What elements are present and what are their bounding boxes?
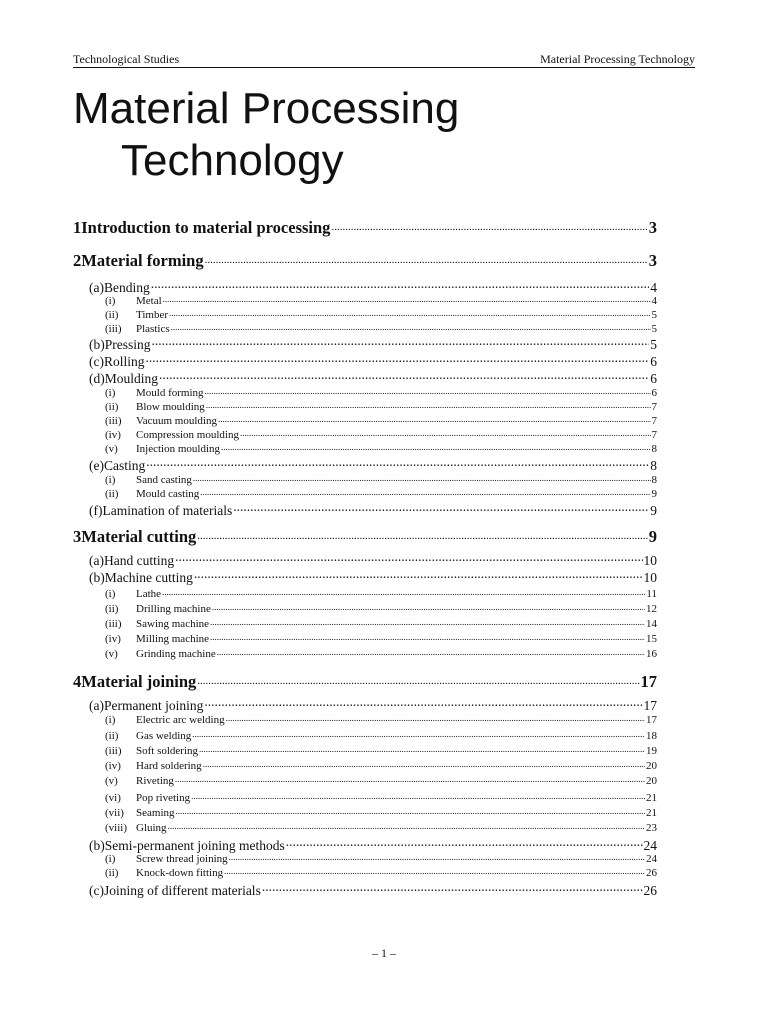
toc-entry-number: (i) bbox=[105, 714, 116, 726]
toc-entry-page: 4 bbox=[650, 279, 657, 295]
toc-entry-page: 7 bbox=[651, 415, 657, 427]
toc-entry[interactable] bbox=[105, 413, 657, 427]
toc-entry[interactable] bbox=[89, 696, 657, 714]
toc-entry-title: Metal bbox=[136, 295, 162, 307]
toc-entry-number: 3 bbox=[73, 526, 82, 546]
toc-entry[interactable] bbox=[73, 216, 657, 238]
toc-entry-title: Material joining bbox=[81, 671, 197, 691]
toc-entry-label bbox=[105, 323, 170, 335]
toc-entry-page: 17 bbox=[643, 697, 657, 713]
toc-entry-label bbox=[105, 387, 204, 399]
toc-entry-title: Rolling bbox=[103, 353, 145, 369]
toc-entry[interactable] bbox=[105, 293, 657, 307]
toc-entry-title: Mould casting bbox=[136, 488, 200, 500]
toc-entry-page: 12 bbox=[646, 603, 657, 615]
toc-entry[interactable] bbox=[105, 728, 657, 742]
toc-entry-label bbox=[105, 760, 202, 772]
dot-leader bbox=[192, 728, 645, 739]
toc-entry-number: (v) bbox=[105, 775, 118, 787]
toc-entry[interactable] bbox=[105, 427, 657, 441]
dot-leader bbox=[163, 293, 651, 304]
toc-entry-number: (e) bbox=[89, 457, 104, 473]
dot-leader bbox=[191, 790, 645, 801]
toc-entry-title: Lamination of materials bbox=[102, 502, 233, 518]
dot-leader bbox=[206, 399, 651, 410]
toc-entry-title: Compression moulding bbox=[136, 429, 239, 441]
dot-leader bbox=[197, 525, 647, 542]
dot-leader bbox=[221, 441, 650, 452]
toc-entry-label bbox=[105, 474, 192, 486]
toc-entry-number: (b) bbox=[89, 837, 105, 853]
toc-entry-label bbox=[105, 488, 199, 500]
toc-entry-label bbox=[105, 714, 225, 726]
toc-entry-page: 8 bbox=[651, 443, 657, 455]
toc-entry[interactable] bbox=[105, 743, 657, 757]
toc-entry[interactable] bbox=[105, 399, 657, 413]
toc-entry-label bbox=[73, 527, 196, 547]
toc-entry-label bbox=[105, 853, 228, 865]
dot-leader bbox=[217, 646, 645, 657]
toc-entry-label bbox=[105, 401, 205, 413]
toc-entry-title: Hard soldering bbox=[136, 760, 202, 772]
toc-entry[interactable] bbox=[105, 616, 657, 630]
toc-entry-number: (ii) bbox=[105, 867, 119, 879]
toc-entry-page: 3 bbox=[648, 217, 657, 237]
toc-entry-number: (iv) bbox=[105, 760, 121, 772]
toc-entry-title: Drilling machine bbox=[136, 603, 211, 615]
dot-leader bbox=[286, 836, 643, 850]
toc-entry-page: 9 bbox=[650, 502, 657, 518]
toc-entry-page: 21 bbox=[646, 807, 657, 819]
toc-entry-title: Machine cutting bbox=[104, 569, 193, 585]
toc-entry[interactable] bbox=[105, 865, 657, 879]
toc-entry-label bbox=[105, 745, 198, 757]
toc-entry-number: (iv) bbox=[105, 633, 121, 645]
toc-entry-number: (d) bbox=[89, 370, 105, 386]
header-right-text: Material Processing Technology bbox=[540, 52, 695, 66]
dot-leader bbox=[204, 696, 642, 710]
toc-entry-page: 8 bbox=[651, 474, 657, 486]
toc-entry-title: Mould forming bbox=[136, 387, 204, 399]
toc-entry-label bbox=[105, 603, 211, 615]
toc-entry-title: Semi-permanent joining methods bbox=[104, 837, 285, 853]
toc-entry-label bbox=[73, 218, 330, 238]
toc-entry-number: (ii) bbox=[105, 488, 119, 500]
toc-entry-label bbox=[105, 822, 167, 834]
toc-entry-page: 24 bbox=[643, 837, 657, 853]
toc-entry-title: Moulding bbox=[104, 370, 159, 386]
toc-entry[interactable] bbox=[89, 568, 657, 586]
toc-entry[interactable] bbox=[73, 249, 657, 271]
toc-entry[interactable] bbox=[89, 369, 657, 387]
toc-entry-page: 26 bbox=[643, 882, 657, 898]
toc-entry-label bbox=[105, 807, 175, 819]
toc-entry-title: Gluing bbox=[136, 822, 167, 834]
toc-entry-number: (v) bbox=[105, 443, 118, 455]
toc-entry-label bbox=[105, 730, 191, 742]
toc-entry-number: (a) bbox=[89, 552, 104, 568]
toc-entry-page: 6 bbox=[651, 387, 657, 399]
dot-leader bbox=[233, 501, 649, 515]
toc-entry[interactable] bbox=[105, 472, 657, 486]
toc-entry-number: (ii) bbox=[105, 603, 119, 615]
toc-entry-page: 18 bbox=[646, 730, 657, 742]
toc-entry-number: (i) bbox=[105, 853, 116, 865]
dot-leader bbox=[240, 427, 651, 438]
toc-entry-page: 17 bbox=[640, 671, 657, 691]
toc-entry-number: (ii) bbox=[105, 401, 119, 413]
toc-entry-number: (i) bbox=[105, 588, 116, 600]
toc-entry[interactable] bbox=[105, 586, 657, 600]
toc-entry[interactable] bbox=[105, 385, 657, 399]
toc-entry[interactable] bbox=[105, 820, 657, 834]
page-number: – 1 – bbox=[372, 946, 396, 960]
toc-entry-number: 1 bbox=[73, 217, 82, 237]
toc-entry-number: (vii) bbox=[105, 807, 124, 819]
toc-entry-label bbox=[89, 503, 232, 519]
dot-leader bbox=[146, 352, 650, 366]
toc-entry-number: (i) bbox=[105, 295, 116, 307]
toc-entry-number: (iii) bbox=[105, 618, 122, 630]
toc-entry-number: (iii) bbox=[105, 323, 122, 335]
toc-entry-page: 5 bbox=[651, 323, 657, 335]
toc-entry-page: 21 bbox=[646, 792, 657, 804]
toc-entry-label bbox=[73, 251, 204, 271]
toc-entry-title: Knock-down fitting bbox=[136, 867, 224, 879]
toc-entry-page: 9 bbox=[651, 488, 657, 500]
toc-entry-label bbox=[105, 588, 161, 600]
toc-entry-number: (a) bbox=[89, 697, 104, 713]
dot-leader bbox=[159, 369, 649, 383]
toc-entry-number: (i) bbox=[105, 387, 116, 399]
toc-entry-label bbox=[105, 633, 209, 645]
toc-entry-label bbox=[89, 570, 193, 586]
toc-entry-label bbox=[89, 883, 261, 899]
dot-leader bbox=[210, 631, 645, 642]
toc-entry-title: Riveting bbox=[136, 775, 174, 787]
toc-entry-number: (ii) bbox=[105, 730, 119, 742]
toc-entry-number: (c) bbox=[89, 882, 104, 898]
toc-entry[interactable] bbox=[89, 501, 657, 519]
dot-leader bbox=[205, 385, 651, 396]
toc-entry-page: 26 bbox=[646, 867, 657, 879]
toc-entry[interactable] bbox=[105, 646, 657, 660]
toc-entry-title: Pressing bbox=[104, 336, 151, 352]
dot-leader bbox=[175, 773, 645, 784]
dot-leader bbox=[146, 456, 649, 470]
toc-entry-label bbox=[89, 553, 174, 569]
dot-leader bbox=[331, 216, 647, 233]
toc-entry-title: Blow moulding bbox=[136, 401, 205, 413]
toc-entry-page: 6 bbox=[650, 370, 657, 386]
toc-entry-label bbox=[73, 672, 196, 692]
toc-entry-page: 6 bbox=[650, 353, 657, 369]
toc-entry[interactable] bbox=[105, 631, 657, 645]
dot-leader bbox=[151, 278, 650, 292]
toc-entry-page: 20 bbox=[646, 760, 657, 772]
dot-leader bbox=[218, 413, 651, 424]
toc-entry-page: 3 bbox=[648, 250, 657, 270]
toc-entry[interactable] bbox=[105, 773, 657, 787]
toc-entry-label bbox=[105, 309, 168, 321]
toc-entry-title: Electric arc welding bbox=[136, 714, 225, 726]
toc-entry-page: 16 bbox=[646, 648, 657, 660]
toc-entry[interactable] bbox=[105, 486, 657, 500]
toc-entry-label bbox=[105, 648, 216, 660]
toc-entry[interactable] bbox=[105, 441, 657, 455]
running-header bbox=[73, 51, 695, 68]
toc-entry-title: Permanent joining bbox=[103, 697, 204, 713]
toc-entry-page: 14 bbox=[646, 618, 657, 630]
toc-entry-page: 7 bbox=[651, 401, 657, 413]
toc-entry-title: Grinding machine bbox=[136, 648, 216, 660]
toc-entry-number: (ii) bbox=[105, 309, 119, 321]
toc-entry-page: 23 bbox=[646, 822, 657, 834]
toc-entry-title: Casting bbox=[103, 457, 146, 473]
toc-entry-page: 8 bbox=[650, 457, 657, 473]
toc-entry-page: 24 bbox=[646, 853, 657, 865]
toc-entry[interactable] bbox=[105, 790, 657, 804]
dot-leader bbox=[171, 321, 651, 332]
dot-leader bbox=[169, 307, 651, 318]
toc-entry-title: Joining of different materials bbox=[103, 882, 261, 898]
toc-entry-number: (c) bbox=[89, 353, 104, 369]
toc-entry-number: (i) bbox=[105, 474, 116, 486]
toc-entry[interactable] bbox=[89, 456, 657, 474]
dot-leader bbox=[193, 472, 651, 483]
toc-entry-number: (a) bbox=[89, 279, 104, 295]
toc-entry-number: (b) bbox=[89, 569, 105, 585]
dot-leader bbox=[162, 586, 645, 597]
toc-entry-label bbox=[105, 775, 174, 787]
toc-entry-title: Milling machine bbox=[136, 633, 210, 645]
toc-entry-page: 19 bbox=[646, 745, 657, 757]
toc-entry-number: (viii) bbox=[105, 822, 127, 834]
toc-entry-number: (iv) bbox=[105, 429, 121, 441]
toc-entry[interactable] bbox=[89, 335, 657, 353]
toc-entry-label bbox=[105, 295, 162, 307]
toc-entry-page: 9 bbox=[648, 526, 657, 546]
dot-leader bbox=[200, 486, 650, 497]
toc-entry[interactable] bbox=[105, 851, 657, 865]
dot-leader bbox=[205, 249, 648, 266]
dot-leader bbox=[262, 881, 643, 895]
toc-entry-title: Gas welding bbox=[136, 730, 192, 742]
dot-leader bbox=[203, 758, 645, 769]
toc-entry-title: Screw thread joining bbox=[136, 853, 228, 865]
toc-entry-page: 11 bbox=[646, 588, 657, 600]
toc-entry-page: 15 bbox=[646, 633, 657, 645]
toc-entry-number: (iii) bbox=[105, 745, 122, 757]
toc-entry-title: Introduction to material processing bbox=[81, 217, 331, 237]
dot-leader bbox=[199, 743, 645, 754]
toc-entry-title: Sawing machine bbox=[136, 618, 210, 630]
toc-entry-title: Material forming bbox=[81, 250, 204, 270]
toc-entry-page: 5 bbox=[651, 309, 657, 321]
toc-entry-page: 17 bbox=[646, 714, 657, 726]
toc-entry-title: Injection moulding bbox=[136, 443, 221, 455]
dot-leader bbox=[229, 851, 645, 862]
toc-entry[interactable] bbox=[73, 670, 657, 692]
toc-entry[interactable] bbox=[105, 712, 657, 726]
dot-leader bbox=[197, 670, 639, 687]
toc-entry-page: 20 bbox=[646, 775, 657, 787]
toc-entry[interactable] bbox=[105, 601, 657, 615]
page-title bbox=[73, 83, 459, 187]
toc-entry[interactable] bbox=[105, 321, 657, 335]
toc-entry-title: Pop riveting bbox=[136, 792, 191, 804]
toc-entry-title: Lathe bbox=[136, 588, 162, 600]
toc-entry-number: (v) bbox=[105, 648, 118, 660]
header-left-text: Technological Studies bbox=[73, 52, 180, 66]
dot-leader bbox=[194, 568, 643, 582]
toc-entry-title: Hand cutting bbox=[103, 552, 175, 568]
toc-entry-label bbox=[105, 792, 190, 804]
toc-entry[interactable] bbox=[89, 352, 657, 370]
toc-entry-title: Vacuum moulding bbox=[136, 415, 217, 427]
dot-leader bbox=[224, 865, 645, 876]
toc-entry-page: 7 bbox=[651, 429, 657, 441]
toc-entry-label bbox=[105, 443, 220, 455]
toc-entry-label bbox=[105, 429, 239, 441]
title-line-1: Material Processing bbox=[73, 84, 460, 133]
toc-entry[interactable] bbox=[105, 805, 657, 819]
toc-entry[interactable] bbox=[105, 307, 657, 321]
toc-entry-page: 5 bbox=[650, 336, 657, 352]
toc-entry-title: Bending bbox=[103, 279, 150, 295]
toc-entry-number: 4 bbox=[73, 671, 82, 691]
dot-leader bbox=[210, 616, 645, 627]
toc-entry-number: 2 bbox=[73, 250, 82, 270]
toc-entry-number: (vi) bbox=[105, 792, 121, 804]
toc-entry-title: Plastics bbox=[136, 323, 170, 335]
toc-entry-number: (iii) bbox=[105, 415, 122, 427]
toc-entry-label bbox=[105, 415, 217, 427]
toc-entry-title: Timber bbox=[136, 309, 168, 321]
dot-leader bbox=[226, 712, 645, 723]
toc-entry-title: Soft soldering bbox=[136, 745, 199, 757]
dot-leader bbox=[152, 335, 650, 349]
toc-entry-number: (b) bbox=[89, 336, 105, 352]
toc-entry-page: 10 bbox=[643, 569, 657, 585]
toc-entry-page: 4 bbox=[651, 295, 657, 307]
toc-entry-title: Material cutting bbox=[81, 526, 197, 546]
toc-entry[interactable] bbox=[73, 525, 657, 547]
toc-entry-title: Sand casting bbox=[136, 474, 192, 486]
toc-entry-title: Seaming bbox=[136, 807, 175, 819]
toc-entry-label bbox=[89, 337, 151, 353]
toc-entry-label bbox=[105, 618, 209, 630]
dot-leader bbox=[168, 820, 645, 831]
toc-entry[interactable] bbox=[89, 551, 657, 569]
toc-entry-number: (f) bbox=[89, 502, 103, 518]
title-line-2: Technology bbox=[121, 136, 344, 185]
dot-leader bbox=[212, 601, 645, 612]
dot-leader bbox=[176, 805, 646, 816]
toc-entry-label bbox=[105, 867, 223, 879]
toc-entry-page: 10 bbox=[643, 552, 657, 568]
toc-entry[interactable] bbox=[105, 758, 657, 772]
toc-entry[interactable] bbox=[89, 881, 657, 899]
toc-entry-label bbox=[89, 354, 145, 370]
dot-leader bbox=[175, 551, 642, 565]
